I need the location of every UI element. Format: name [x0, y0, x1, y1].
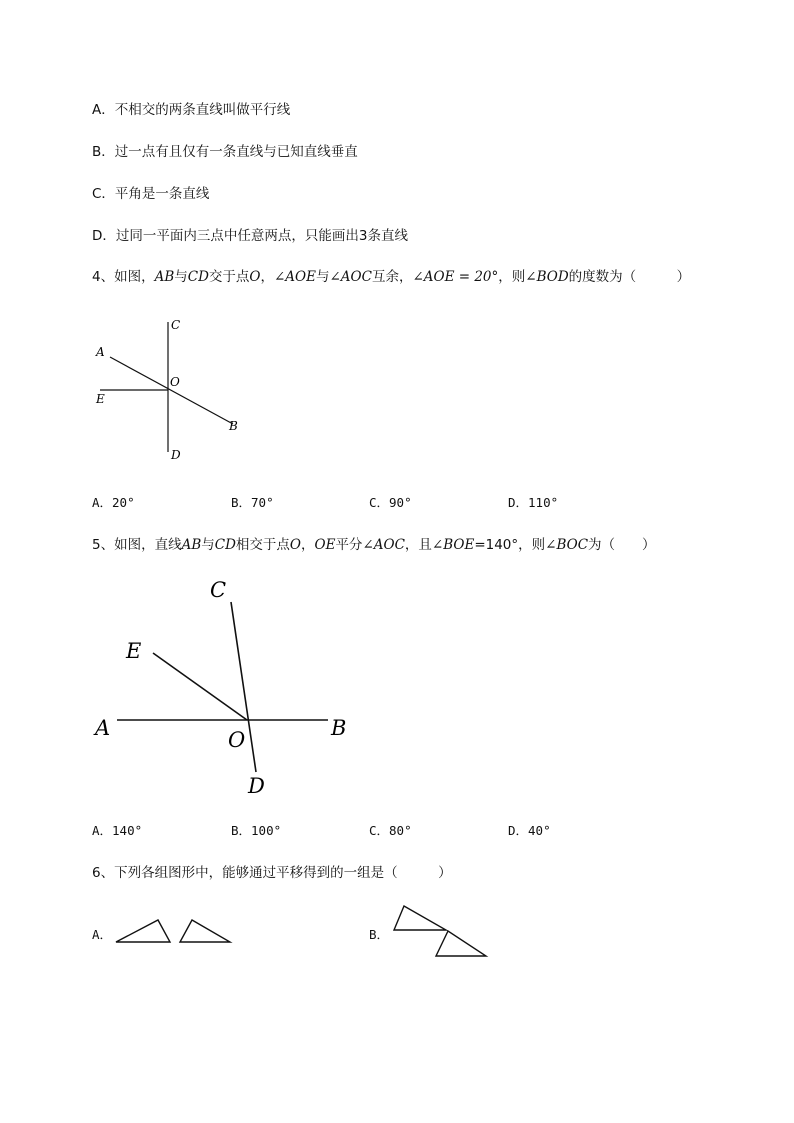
q5-oe: OE	[314, 537, 336, 553]
q5-angle-boc: ∠BOC	[545, 537, 589, 553]
q5-label-a: A	[95, 716, 111, 740]
q5-figure	[90, 570, 360, 810]
q4-label-o: O	[170, 375, 180, 389]
q5-angle-aoc: ∠AOC	[362, 537, 405, 553]
q4-label-b: B	[229, 419, 238, 433]
q4-label-d: D	[171, 448, 181, 462]
q4-text: 与	[315, 269, 330, 285]
q4-angle-bod: ∠BOD	[525, 269, 569, 285]
q4-label-c: C	[171, 318, 181, 332]
q5-option-b: B．100°	[231, 823, 282, 838]
q5-option-d: D．40°	[508, 823, 551, 838]
q4-option-a: A．20°	[92, 495, 135, 510]
q5-text: 与	[201, 537, 215, 553]
q4-angle-aoc: ∠AOC	[329, 269, 372, 285]
q4-option-c: C．90°	[369, 495, 412, 510]
q5-text: 为（ ）	[588, 537, 656, 553]
q5-text: 相交于点	[235, 537, 290, 553]
q5-label-o: O	[228, 728, 246, 752]
q4-ab: AB	[154, 269, 175, 285]
q4-option-d: D．110°	[508, 495, 559, 510]
q3-option-c: C．平角是一条直线	[92, 186, 210, 202]
q3-option-a: A．不相交的两条直线叫做平行线	[92, 102, 291, 118]
q4-stem	[92, 268, 690, 286]
q5-label-c: C	[210, 578, 227, 602]
q4-text: 4、如图，	[92, 269, 155, 285]
q5-text: ，且	[404, 537, 432, 553]
q4-text: 的度数为（ ）	[568, 269, 691, 285]
q4-label-e: E	[96, 392, 105, 406]
q4-text: 与	[174, 269, 188, 285]
q4-angle-aoe-value: ∠AOE = 20°	[412, 269, 499, 285]
q5-text: 平分	[335, 537, 363, 553]
q5-angle-boe: ∠BOE	[431, 537, 475, 553]
q4-text: ，则	[498, 269, 526, 285]
q4-text: 互余，	[371, 269, 413, 285]
q4-text: 交于点	[208, 269, 250, 285]
q5-label-d: D	[248, 774, 265, 798]
q5-ab: AB	[181, 537, 202, 553]
q5-option-c: C．80°	[369, 823, 412, 838]
q4-text: ，	[260, 269, 274, 285]
q5-text: 5、如图，直线	[92, 537, 182, 553]
q6-option-b-triangles	[390, 904, 500, 964]
q6-option-a-triangles	[110, 912, 240, 948]
q6-option-a-label: A．	[92, 927, 113, 942]
q4-o: O	[249, 269, 261, 285]
q4-angle-aoe: ∠AOE	[274, 269, 316, 285]
q5-o: O	[289, 537, 301, 553]
q5-label-e: E	[126, 639, 142, 663]
q4-label-a: A	[96, 345, 105, 359]
q5-label-b: B	[331, 716, 347, 740]
q5-option-a: A．140°	[92, 823, 143, 838]
q3-option-b: B．过一点有且仅有一条直线与已知直线垂直	[92, 144, 358, 160]
q4-figure	[90, 310, 260, 470]
q5-stem	[92, 536, 656, 554]
q5-cd: CD	[214, 537, 236, 553]
q4-cd: CD	[187, 269, 209, 285]
q5-text: ，	[301, 537, 315, 553]
q6-option-b-label: B．	[369, 927, 390, 942]
q5-text: =140°，则	[474, 537, 546, 553]
q6-stem: 6、下列各组图形中，能够通过平移得到的一组是（ ）	[92, 865, 452, 881]
q4-option-b: B．70°	[231, 495, 274, 510]
q3-option-d: D．过同一平面内三点中任意两点，只能画出3条直线	[92, 228, 408, 244]
